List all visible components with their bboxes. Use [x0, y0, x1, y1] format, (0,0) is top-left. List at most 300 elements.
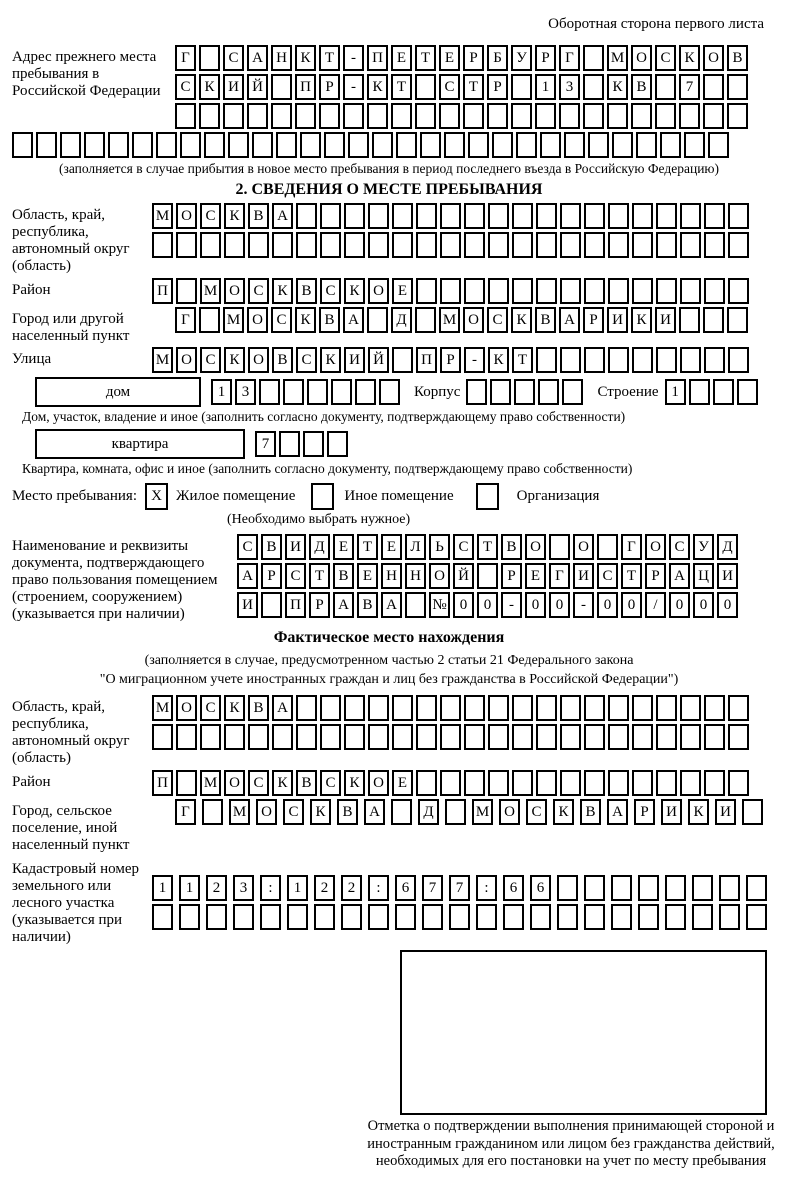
char-cell[interactable]: -: [501, 592, 522, 618]
char-cell[interactable]: [536, 724, 557, 750]
char-cell[interactable]: С: [248, 278, 269, 304]
char-cell[interactable]: Д: [391, 307, 412, 333]
char-cell[interactable]: П: [416, 347, 437, 373]
char-cell[interactable]: В: [337, 799, 358, 825]
char-cell[interactable]: О: [176, 203, 197, 229]
char-cell[interactable]: [680, 770, 701, 796]
char-cell[interactable]: [395, 904, 416, 930]
char-cell[interactable]: [440, 203, 461, 229]
char-cell[interactable]: [704, 724, 725, 750]
char-cell[interactable]: К: [224, 347, 245, 373]
char-cell[interactable]: А: [669, 563, 690, 589]
char-cell[interactable]: [379, 379, 400, 405]
char-cell[interactable]: [272, 724, 293, 750]
char-cell[interactable]: [206, 904, 227, 930]
char-cell[interactable]: Г: [175, 307, 196, 333]
char-cell[interactable]: Г: [621, 534, 642, 560]
char-cell[interactable]: [464, 278, 485, 304]
char-cell[interactable]: Г: [175, 799, 196, 825]
char-cell[interactable]: Е: [439, 45, 460, 71]
char-cell[interactable]: [271, 74, 292, 100]
char-cell[interactable]: А: [364, 799, 385, 825]
char-cell[interactable]: [314, 904, 335, 930]
char-cell[interactable]: В: [580, 799, 601, 825]
char-cell[interactable]: М: [439, 307, 460, 333]
char-cell[interactable]: [728, 347, 749, 373]
char-cell[interactable]: В: [333, 563, 354, 589]
char-cell[interactable]: Т: [477, 534, 498, 560]
char-cell[interactable]: [584, 875, 605, 901]
char-cell[interactable]: С: [200, 347, 221, 373]
char-cell[interactable]: С: [175, 74, 196, 100]
char-cell[interactable]: [440, 278, 461, 304]
char-cell[interactable]: [488, 232, 509, 258]
char-cell[interactable]: А: [343, 307, 364, 333]
char-cell[interactable]: [466, 379, 487, 405]
char-cell[interactable]: Р: [261, 563, 282, 589]
char-cell[interactable]: [560, 770, 581, 796]
char-cell[interactable]: Т: [319, 45, 340, 71]
char-cell[interactable]: С: [248, 770, 269, 796]
char-cell[interactable]: М: [200, 770, 221, 796]
char-cell[interactable]: №: [429, 592, 450, 618]
char-cell[interactable]: Д: [418, 799, 439, 825]
char-cell[interactable]: В: [631, 74, 652, 100]
char-cell[interactable]: Н: [381, 563, 402, 589]
char-cell[interactable]: О: [248, 347, 269, 373]
char-cell[interactable]: П: [367, 45, 388, 71]
char-cell[interactable]: [689, 379, 710, 405]
char-cell[interactable]: Д: [309, 534, 330, 560]
char-cell[interactable]: [440, 724, 461, 750]
char-cell[interactable]: [704, 203, 725, 229]
char-cell[interactable]: К: [367, 74, 388, 100]
char-cell[interactable]: [488, 724, 509, 750]
char-cell[interactable]: [320, 232, 341, 258]
char-cell[interactable]: Й: [368, 347, 389, 373]
char-cell[interactable]: [476, 904, 497, 930]
char-cell[interactable]: А: [559, 307, 580, 333]
char-cell[interactable]: [608, 232, 629, 258]
char-cell[interactable]: Р: [535, 45, 556, 71]
char-cell[interactable]: С: [320, 278, 341, 304]
char-cell[interactable]: [584, 232, 605, 258]
char-cell[interactable]: 6: [530, 875, 551, 901]
char-cell[interactable]: [444, 132, 465, 158]
char-cell[interactable]: [583, 74, 604, 100]
char-cell[interactable]: [680, 695, 701, 721]
char-cell[interactable]: [608, 724, 629, 750]
char-cell[interactable]: 1: [535, 74, 556, 100]
char-cell[interactable]: :: [368, 875, 389, 901]
char-cell[interactable]: В: [357, 592, 378, 618]
char-cell[interactable]: [632, 347, 653, 373]
char-cell[interactable]: А: [607, 799, 628, 825]
char-cell[interactable]: [464, 232, 485, 258]
char-cell[interactable]: [704, 695, 725, 721]
char-cell[interactable]: В: [296, 770, 317, 796]
char-cell[interactable]: С: [655, 45, 676, 71]
char-cell[interactable]: [415, 307, 436, 333]
char-cell[interactable]: [584, 724, 605, 750]
char-cell[interactable]: О: [256, 799, 277, 825]
char-cell[interactable]: О: [224, 278, 245, 304]
char-cell[interactable]: Л: [405, 534, 426, 560]
char-cell[interactable]: С: [237, 534, 258, 560]
char-cell[interactable]: [727, 307, 748, 333]
char-cell[interactable]: М: [152, 695, 173, 721]
char-cell[interactable]: [665, 875, 686, 901]
char-cell[interactable]: [608, 695, 629, 721]
char-cell[interactable]: [512, 724, 533, 750]
char-cell[interactable]: 3: [235, 379, 256, 405]
char-cell[interactable]: И: [715, 799, 736, 825]
char-cell[interactable]: [331, 379, 352, 405]
char-cell[interactable]: :: [260, 875, 281, 901]
char-cell[interactable]: 1: [665, 379, 686, 405]
char-cell[interactable]: [655, 103, 676, 129]
char-cell[interactable]: [248, 724, 269, 750]
char-cell[interactable]: [477, 563, 498, 589]
char-cell[interactable]: С: [487, 307, 508, 333]
char-cell[interactable]: [512, 278, 533, 304]
char-cell[interactable]: [488, 278, 509, 304]
char-cell[interactable]: [392, 232, 413, 258]
char-cell[interactable]: [487, 103, 508, 129]
char-cell[interactable]: Й: [247, 74, 268, 100]
char-cell[interactable]: 1: [211, 379, 232, 405]
char-cell[interactable]: [392, 695, 413, 721]
char-cell[interactable]: 0: [621, 592, 642, 618]
char-cell[interactable]: [179, 904, 200, 930]
char-cell[interactable]: [368, 904, 389, 930]
char-cell[interactable]: [632, 203, 653, 229]
char-cell[interactable]: [631, 103, 652, 129]
char-cell[interactable]: [632, 770, 653, 796]
char-cell[interactable]: [632, 278, 653, 304]
char-cell[interactable]: 0: [693, 592, 714, 618]
char-cell[interactable]: [584, 770, 605, 796]
char-cell[interactable]: [680, 724, 701, 750]
char-cell[interactable]: 0: [669, 592, 690, 618]
char-cell[interactable]: [656, 347, 677, 373]
char-cell[interactable]: [248, 232, 269, 258]
char-cell[interactable]: [559, 103, 580, 129]
char-cell[interactable]: Н: [271, 45, 292, 71]
char-cell[interactable]: С: [296, 347, 317, 373]
char-cell[interactable]: [564, 132, 585, 158]
char-cell[interactable]: [132, 132, 153, 158]
char-cell[interactable]: [719, 904, 740, 930]
char-cell[interactable]: И: [237, 592, 258, 618]
char-cell[interactable]: -: [343, 45, 364, 71]
char-cell[interactable]: И: [573, 563, 594, 589]
char-cell[interactable]: К: [272, 278, 293, 304]
char-cell[interactable]: [638, 875, 659, 901]
char-cell[interactable]: [320, 724, 341, 750]
char-cell[interactable]: [679, 103, 700, 129]
char-cell[interactable]: [464, 203, 485, 229]
char-cell[interactable]: [488, 203, 509, 229]
char-cell[interactable]: Е: [391, 45, 412, 71]
char-cell[interactable]: [420, 132, 441, 158]
char-cell[interactable]: К: [224, 203, 245, 229]
char-cell[interactable]: С: [200, 695, 221, 721]
char-cell[interactable]: [655, 74, 676, 100]
char-cell[interactable]: В: [727, 45, 748, 71]
char-cell[interactable]: [176, 724, 197, 750]
checkbox-residential[interactable]: X: [145, 483, 168, 510]
char-cell[interactable]: [449, 904, 470, 930]
char-cell[interactable]: [223, 103, 244, 129]
char-cell[interactable]: [391, 799, 412, 825]
char-cell[interactable]: И: [285, 534, 306, 560]
char-cell[interactable]: П: [295, 74, 316, 100]
char-cell[interactable]: С: [597, 563, 618, 589]
char-cell[interactable]: [416, 278, 437, 304]
char-cell[interactable]: [680, 347, 701, 373]
char-cell[interactable]: [440, 695, 461, 721]
char-cell[interactable]: Г: [559, 45, 580, 71]
char-cell[interactable]: М: [152, 203, 173, 229]
char-cell[interactable]: Р: [634, 799, 655, 825]
char-cell[interactable]: [719, 875, 740, 901]
char-cell[interactable]: И: [661, 799, 682, 825]
char-cell[interactable]: [199, 45, 220, 71]
char-cell[interactable]: [199, 103, 220, 129]
char-cell[interactable]: Е: [381, 534, 402, 560]
char-cell[interactable]: [728, 695, 749, 721]
char-cell[interactable]: [416, 203, 437, 229]
char-cell[interactable]: [536, 770, 557, 796]
char-cell[interactable]: А: [237, 563, 258, 589]
char-cell[interactable]: [445, 799, 466, 825]
char-cell[interactable]: К: [199, 74, 220, 100]
char-cell[interactable]: [692, 904, 713, 930]
char-cell[interactable]: О: [703, 45, 724, 71]
char-cell[interactable]: [656, 695, 677, 721]
char-cell[interactable]: [728, 278, 749, 304]
char-cell[interactable]: О: [224, 770, 245, 796]
char-cell[interactable]: [704, 770, 725, 796]
char-cell[interactable]: [692, 875, 713, 901]
char-cell[interactable]: О: [429, 563, 450, 589]
char-cell[interactable]: [396, 132, 417, 158]
char-cell[interactable]: [36, 132, 57, 158]
char-cell[interactable]: А: [247, 45, 268, 71]
char-cell[interactable]: [611, 875, 632, 901]
char-cell[interactable]: [512, 232, 533, 258]
char-cell[interactable]: В: [535, 307, 556, 333]
char-cell[interactable]: [319, 103, 340, 129]
char-cell[interactable]: [247, 103, 268, 129]
checkbox-organization[interactable]: [476, 483, 499, 510]
char-cell[interactable]: М: [229, 799, 250, 825]
char-cell[interactable]: [516, 132, 537, 158]
char-cell[interactable]: 7: [679, 74, 700, 100]
char-cell[interactable]: О: [368, 278, 389, 304]
char-cell[interactable]: [271, 103, 292, 129]
char-cell[interactable]: [176, 770, 197, 796]
char-cell[interactable]: М: [200, 278, 221, 304]
char-cell[interactable]: П: [152, 770, 173, 796]
char-cell[interactable]: 2: [341, 875, 362, 901]
char-cell[interactable]: 2: [206, 875, 227, 901]
char-cell[interactable]: Б: [487, 45, 508, 71]
char-cell[interactable]: [549, 534, 570, 560]
char-cell[interactable]: [392, 203, 413, 229]
char-cell[interactable]: 1: [287, 875, 308, 901]
char-cell[interactable]: 0: [525, 592, 546, 618]
char-cell[interactable]: [540, 132, 561, 158]
char-cell[interactable]: :: [476, 875, 497, 901]
char-cell[interactable]: [728, 203, 749, 229]
char-cell[interactable]: [344, 232, 365, 258]
char-cell[interactable]: [530, 904, 551, 930]
char-cell[interactable]: Р: [309, 592, 330, 618]
char-cell[interactable]: [632, 695, 653, 721]
char-cell[interactable]: [405, 592, 426, 618]
char-cell[interactable]: [156, 132, 177, 158]
char-cell[interactable]: А: [272, 203, 293, 229]
char-cell[interactable]: [463, 103, 484, 129]
char-cell[interactable]: 7: [449, 875, 470, 901]
char-cell[interactable]: 0: [717, 592, 738, 618]
char-cell[interactable]: [611, 904, 632, 930]
char-cell[interactable]: [684, 132, 705, 158]
char-cell[interactable]: С: [283, 799, 304, 825]
char-cell[interactable]: Е: [392, 278, 413, 304]
char-cell[interactable]: Н: [405, 563, 426, 589]
char-cell[interactable]: С: [669, 534, 690, 560]
char-cell[interactable]: [656, 724, 677, 750]
char-cell[interactable]: [656, 232, 677, 258]
char-cell[interactable]: 0: [477, 592, 498, 618]
char-cell[interactable]: [703, 307, 724, 333]
char-cell[interactable]: 6: [395, 875, 416, 901]
char-cell[interactable]: [327, 431, 348, 457]
char-cell[interactable]: К: [631, 307, 652, 333]
char-cell[interactable]: [200, 232, 221, 258]
char-cell[interactable]: [108, 132, 129, 158]
char-cell[interactable]: [708, 132, 729, 158]
char-cell[interactable]: О: [176, 695, 197, 721]
char-cell[interactable]: В: [272, 347, 293, 373]
char-cell[interactable]: [536, 232, 557, 258]
char-cell[interactable]: [492, 132, 513, 158]
char-cell[interactable]: [367, 307, 388, 333]
char-cell[interactable]: Г: [549, 563, 570, 589]
char-cell[interactable]: Ц: [693, 563, 714, 589]
char-cell[interactable]: К: [272, 770, 293, 796]
char-cell[interactable]: [416, 695, 437, 721]
char-cell[interactable]: К: [688, 799, 709, 825]
char-cell[interactable]: 6: [503, 875, 524, 901]
char-cell[interactable]: О: [368, 770, 389, 796]
char-cell[interactable]: Р: [583, 307, 604, 333]
char-cell[interactable]: [415, 103, 436, 129]
char-cell[interactable]: 3: [233, 875, 254, 901]
char-cell[interactable]: О: [573, 534, 594, 560]
char-cell[interactable]: [680, 232, 701, 258]
char-cell[interactable]: [560, 278, 581, 304]
char-cell[interactable]: Р: [463, 45, 484, 71]
char-cell[interactable]: 2: [314, 875, 335, 901]
char-cell[interactable]: [307, 379, 328, 405]
char-cell[interactable]: [490, 379, 511, 405]
char-cell[interactable]: [152, 904, 173, 930]
char-cell[interactable]: Р: [645, 563, 666, 589]
char-cell[interactable]: [12, 132, 33, 158]
char-cell[interactable]: /: [645, 592, 666, 618]
char-cell[interactable]: П: [152, 278, 173, 304]
char-cell[interactable]: [562, 379, 583, 405]
char-cell[interactable]: [259, 379, 280, 405]
char-cell[interactable]: [656, 203, 677, 229]
char-cell[interactable]: В: [296, 278, 317, 304]
char-cell[interactable]: К: [224, 695, 245, 721]
char-cell[interactable]: С: [526, 799, 547, 825]
char-cell[interactable]: [392, 347, 413, 373]
char-cell[interactable]: [607, 103, 628, 129]
char-cell[interactable]: Р: [501, 563, 522, 589]
char-cell[interactable]: [584, 904, 605, 930]
char-cell[interactable]: [704, 347, 725, 373]
char-cell[interactable]: [368, 232, 389, 258]
char-cell[interactable]: В: [501, 534, 522, 560]
char-cell[interactable]: [746, 904, 767, 930]
char-cell[interactable]: [152, 232, 173, 258]
char-cell[interactable]: [320, 695, 341, 721]
char-cell[interactable]: Е: [392, 770, 413, 796]
char-cell[interactable]: С: [271, 307, 292, 333]
char-cell[interactable]: 1: [179, 875, 200, 901]
char-cell[interactable]: [704, 232, 725, 258]
char-cell[interactable]: Т: [621, 563, 642, 589]
char-cell[interactable]: А: [381, 592, 402, 618]
char-cell[interactable]: М: [607, 45, 628, 71]
char-cell[interactable]: Т: [415, 45, 436, 71]
char-cell[interactable]: [536, 347, 557, 373]
char-cell[interactable]: [296, 724, 317, 750]
checkbox-other-premises[interactable]: [311, 483, 334, 510]
char-cell[interactable]: [296, 232, 317, 258]
char-cell[interactable]: [464, 770, 485, 796]
char-cell[interactable]: [746, 875, 767, 901]
char-cell[interactable]: [464, 724, 485, 750]
char-cell[interactable]: Р: [440, 347, 461, 373]
char-cell[interactable]: О: [631, 45, 652, 71]
char-cell[interactable]: [439, 103, 460, 129]
char-cell[interactable]: И: [607, 307, 628, 333]
char-cell[interactable]: [180, 132, 201, 158]
char-cell[interactable]: В: [248, 203, 269, 229]
char-cell[interactable]: [560, 203, 581, 229]
char-cell[interactable]: [704, 278, 725, 304]
char-cell[interactable]: С: [453, 534, 474, 560]
char-cell[interactable]: [728, 770, 749, 796]
char-cell[interactable]: М: [223, 307, 244, 333]
char-cell[interactable]: [440, 232, 461, 258]
char-cell[interactable]: [224, 724, 245, 750]
char-cell[interactable]: [560, 347, 581, 373]
char-cell[interactable]: [742, 799, 763, 825]
char-cell[interactable]: [660, 132, 681, 158]
char-cell[interactable]: С: [285, 563, 306, 589]
char-cell[interactable]: [202, 799, 223, 825]
char-cell[interactable]: [713, 379, 734, 405]
char-cell[interactable]: [536, 695, 557, 721]
